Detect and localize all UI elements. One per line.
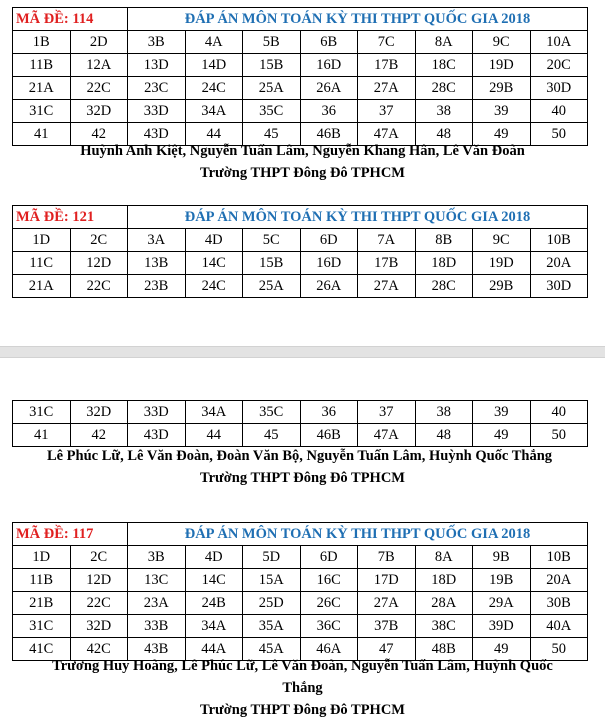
answer-table-117 bbox=[12, 522, 588, 661]
answer-cell: 24C bbox=[185, 77, 243, 100]
answer-cell: 29B bbox=[473, 77, 531, 100]
answer-cell: 37B bbox=[358, 615, 416, 638]
answer-cell: 40 bbox=[530, 100, 588, 123]
answer-cell: 9C bbox=[473, 229, 531, 252]
answer-cell: 20A bbox=[530, 569, 588, 592]
answer-cell: 12A bbox=[70, 54, 128, 77]
answer-cell: 11B bbox=[13, 569, 71, 592]
answer-cell: 12D bbox=[70, 569, 128, 592]
answer-cell: 36C bbox=[300, 615, 358, 638]
answer-cell: 30B bbox=[530, 592, 588, 615]
answer-cell: 16D bbox=[300, 252, 358, 275]
answer-cell: 18D bbox=[415, 252, 473, 275]
answer-cell: 14C bbox=[185, 252, 243, 275]
page-break bbox=[0, 346, 605, 358]
answer-row bbox=[13, 569, 588, 592]
answer-cell: 40 bbox=[530, 401, 588, 424]
answer-cell: 4D bbox=[185, 546, 243, 569]
answer-cell: 48B bbox=[415, 638, 473, 661]
answer-cell: 27A bbox=[358, 592, 416, 615]
answer-cell: 27A bbox=[358, 77, 416, 100]
answer-cell: 5C bbox=[243, 229, 301, 252]
answer-cell: 46B bbox=[300, 424, 358, 447]
answer-cell: 3B bbox=[128, 31, 186, 54]
answer-cell: 50 bbox=[530, 123, 588, 146]
answer-cell: 12D bbox=[70, 252, 128, 275]
answer-cell: 15B bbox=[243, 54, 301, 77]
table-title: ĐÁP ÁN MÔN TOÁN KỲ THI THPT QUỐC GIA 2018 bbox=[128, 206, 588, 229]
answer-cell: 4A bbox=[185, 31, 243, 54]
answer-cell: 26A bbox=[300, 275, 358, 298]
answer-cell: 50 bbox=[530, 424, 588, 447]
answer-cell: 15A bbox=[243, 569, 301, 592]
exam-code: MÃ ĐỀ: 117 bbox=[13, 523, 128, 546]
authors-114: Huỳnh Anh Kiệt, Nguyễn Tuấn Lâm, Nguyễn Khang Hân, Lê Văn Đoàn bbox=[80, 143, 525, 159]
answer-cell: 2C bbox=[70, 229, 128, 252]
answer-cell: 35A bbox=[243, 615, 301, 638]
answer-cell: 42C bbox=[70, 638, 128, 661]
answer-cell: 43D bbox=[128, 123, 186, 146]
answer-cell: 13C bbox=[128, 569, 186, 592]
answer-cell: 8A bbox=[415, 546, 473, 569]
answer-cell: 19D bbox=[473, 252, 531, 275]
answer-cell: 28C bbox=[415, 77, 473, 100]
answer-cell: 47A bbox=[358, 424, 416, 447]
answer-cell: 32D bbox=[70, 615, 128, 638]
answer-cell: 7C bbox=[358, 31, 416, 54]
answer-cell: 2C bbox=[70, 546, 128, 569]
answer-cell: 19B bbox=[473, 569, 531, 592]
answer-cell: 29A bbox=[473, 592, 531, 615]
answer-cell: 8A bbox=[415, 31, 473, 54]
answer-cell: 26A bbox=[300, 77, 358, 100]
answer-cell: 8B bbox=[415, 229, 473, 252]
answer-row bbox=[13, 31, 588, 54]
answer-cell: 20C bbox=[530, 54, 588, 77]
answer-cell: 11C bbox=[13, 252, 71, 275]
answer-cell: 41 bbox=[13, 424, 71, 447]
answer-cell: 49 bbox=[473, 123, 531, 146]
answer-cell: 6B bbox=[300, 31, 358, 54]
answer-cell: 14C bbox=[185, 569, 243, 592]
answer-row bbox=[13, 592, 588, 615]
answer-cell: 18C bbox=[415, 54, 473, 77]
answer-cell: 25D bbox=[243, 592, 301, 615]
answer-cell: 39 bbox=[473, 401, 531, 424]
answer-cell: 44A bbox=[185, 638, 243, 661]
answer-cell: 49 bbox=[473, 424, 531, 447]
answer-cell: 37 bbox=[358, 401, 416, 424]
answer-row bbox=[13, 275, 588, 298]
answer-cell: 45 bbox=[243, 424, 301, 447]
answer-cell: 1D bbox=[13, 229, 71, 252]
answer-cell: 34A bbox=[185, 615, 243, 638]
answer-cell: 33D bbox=[128, 401, 186, 424]
answer-cell: 38 bbox=[415, 401, 473, 424]
header-row bbox=[13, 8, 588, 31]
answer-cell: 45A bbox=[243, 638, 301, 661]
answer-cell: 48 bbox=[415, 424, 473, 447]
answer-cell: 29B bbox=[473, 275, 531, 298]
answer-cell: 20A bbox=[530, 252, 588, 275]
answer-cell: 46B bbox=[300, 123, 358, 146]
answer-cell: 30D bbox=[530, 77, 588, 100]
school-117: Trường THPT Đông Đô TPHCM bbox=[200, 702, 405, 718]
answer-cell: 31C bbox=[13, 401, 71, 424]
answer-cell: 25A bbox=[243, 275, 301, 298]
answer-cell: 27A bbox=[358, 275, 416, 298]
answer-cell: 7B bbox=[358, 546, 416, 569]
answer-row bbox=[13, 229, 588, 252]
answer-row bbox=[13, 615, 588, 638]
answer-cell: 48 bbox=[415, 123, 473, 146]
answer-cell: 21A bbox=[13, 77, 71, 100]
answer-cell: 42 bbox=[70, 424, 128, 447]
answer-cell: 9C bbox=[473, 31, 531, 54]
answer-table-114 bbox=[12, 7, 588, 146]
answer-cell: 22C bbox=[70, 592, 128, 615]
answer-cell: 33B bbox=[128, 615, 186, 638]
answer-cell: 23A bbox=[128, 592, 186, 615]
answer-cell: 43B bbox=[128, 638, 186, 661]
answer-table-continuation bbox=[12, 400, 588, 447]
answer-cell: 23C bbox=[128, 77, 186, 100]
answer-cell: 17B bbox=[358, 252, 416, 275]
answer-cell: 3A bbox=[128, 229, 186, 252]
authors-continuation: Lê Phúc Lữ, Lê Văn Đoàn, Đoàn Văn Bộ, Nguyễn Tuấn Lâm, Huỳnh Quốc Thắng bbox=[46, 448, 553, 464]
answer-cell: 42 bbox=[70, 123, 128, 146]
answer-cell: 41C bbox=[13, 638, 71, 661]
header-row bbox=[13, 206, 588, 229]
answer-cell: 10B bbox=[530, 546, 588, 569]
answer-row bbox=[13, 77, 588, 100]
answer-row bbox=[13, 546, 588, 569]
answer-cell: 16C bbox=[300, 569, 358, 592]
answer-cell: 4D bbox=[185, 229, 243, 252]
answer-cell: 1D bbox=[13, 546, 71, 569]
answer-cell: 28A bbox=[415, 592, 473, 615]
answer-cell: 38C bbox=[415, 615, 473, 638]
answer-cell: 10B bbox=[530, 229, 588, 252]
answer-cell: 17B bbox=[358, 54, 416, 77]
answer-cell: 49 bbox=[473, 638, 531, 661]
answer-cell: 15B bbox=[243, 252, 301, 275]
answer-cell: 6D bbox=[300, 546, 358, 569]
answer-cell: 24C bbox=[185, 275, 243, 298]
answer-cell: 11B bbox=[13, 54, 71, 77]
answer-cell: 19D bbox=[473, 54, 531, 77]
answer-cell: 40A bbox=[530, 615, 588, 638]
answer-cell: 44 bbox=[185, 424, 243, 447]
answer-cell: 35C bbox=[243, 401, 301, 424]
answer-cell: 47 bbox=[358, 638, 416, 661]
answer-cell: 21B bbox=[13, 592, 71, 615]
answer-cell: 28C bbox=[415, 275, 473, 298]
answer-cell: 46A bbox=[300, 638, 358, 661]
answer-cell: 44 bbox=[185, 123, 243, 146]
answer-cell: 30D bbox=[530, 275, 588, 298]
answer-cell: 50 bbox=[530, 638, 588, 661]
answer-cell: 7A bbox=[358, 229, 416, 252]
answer-cell: 34A bbox=[185, 401, 243, 424]
answer-cell: 31C bbox=[13, 615, 71, 638]
answer-cell: 45 bbox=[243, 123, 301, 146]
answer-cell: 39 bbox=[473, 100, 531, 123]
answer-row bbox=[13, 424, 588, 447]
school-114: Trường THPT Đông Đô TPHCM bbox=[200, 165, 405, 181]
answer-cell: 37 bbox=[358, 100, 416, 123]
answer-cell: 31C bbox=[13, 100, 71, 123]
school-continuation: Trường THPT Đông Đô TPHCM bbox=[200, 470, 405, 486]
answer-cell: 25A bbox=[243, 77, 301, 100]
answer-cell: 3B bbox=[128, 546, 186, 569]
answer-cell: 6D bbox=[300, 229, 358, 252]
answer-cell: 21A bbox=[13, 275, 71, 298]
answer-cell: 13D bbox=[128, 54, 186, 77]
answer-cell: 24B bbox=[185, 592, 243, 615]
answer-cell: 36 bbox=[300, 100, 358, 123]
answer-cell: 32D bbox=[70, 100, 128, 123]
answer-cell: 36 bbox=[300, 401, 358, 424]
answer-cell: 39D bbox=[473, 615, 531, 638]
table-title: ĐÁP ÁN MÔN TOÁN KỲ THI THPT QUỐC GIA 2018 bbox=[128, 8, 588, 31]
answer-cell: 35C bbox=[243, 100, 301, 123]
answer-cell: 34A bbox=[185, 100, 243, 123]
answer-cell: 22C bbox=[70, 275, 128, 298]
answer-cell: 5D bbox=[243, 546, 301, 569]
answer-cell: 9B bbox=[473, 546, 531, 569]
answer-cell: 5B bbox=[243, 31, 301, 54]
exam-code: MÃ ĐỀ: 114 bbox=[13, 8, 128, 31]
answer-cell: 2D bbox=[70, 31, 128, 54]
answer-cell: 38 bbox=[415, 100, 473, 123]
authors-117-line1: Trương Huy Hoàng, Lê Phúc Lữ, Lê Văn Đoàn, Nguyễn Tuấn Lâm, Huỳnh Quốc bbox=[52, 658, 553, 674]
header-row bbox=[13, 523, 588, 546]
answer-cell: 17D bbox=[358, 569, 416, 592]
answer-cell: 1B bbox=[13, 31, 71, 54]
answer-table-121 bbox=[12, 205, 588, 298]
answer-cell: 18D bbox=[415, 569, 473, 592]
answer-row bbox=[13, 401, 588, 424]
answer-cell: 33D bbox=[128, 100, 186, 123]
answer-cell: 22C bbox=[70, 77, 128, 100]
answer-row bbox=[13, 100, 588, 123]
answer-cell: 32D bbox=[70, 401, 128, 424]
answer-cell: 43D bbox=[128, 424, 186, 447]
authors-117-line2: Thắng bbox=[282, 680, 323, 696]
answer-cell: 16D bbox=[300, 54, 358, 77]
answer-row bbox=[13, 54, 588, 77]
table-title: ĐÁP ÁN MÔN TOÁN KỲ THI THPT QUỐC GIA 2018 bbox=[128, 523, 588, 546]
answer-cell: 14D bbox=[185, 54, 243, 77]
answer-cell: 23B bbox=[128, 275, 186, 298]
answer-row bbox=[13, 252, 588, 275]
answer-cell: 26C bbox=[300, 592, 358, 615]
answer-cell: 41 bbox=[13, 123, 71, 146]
answer-cell: 13B bbox=[128, 252, 186, 275]
answer-cell: 10A bbox=[530, 31, 588, 54]
exam-code: MÃ ĐỀ: 121 bbox=[13, 206, 128, 229]
answer-cell: 47A bbox=[358, 123, 416, 146]
